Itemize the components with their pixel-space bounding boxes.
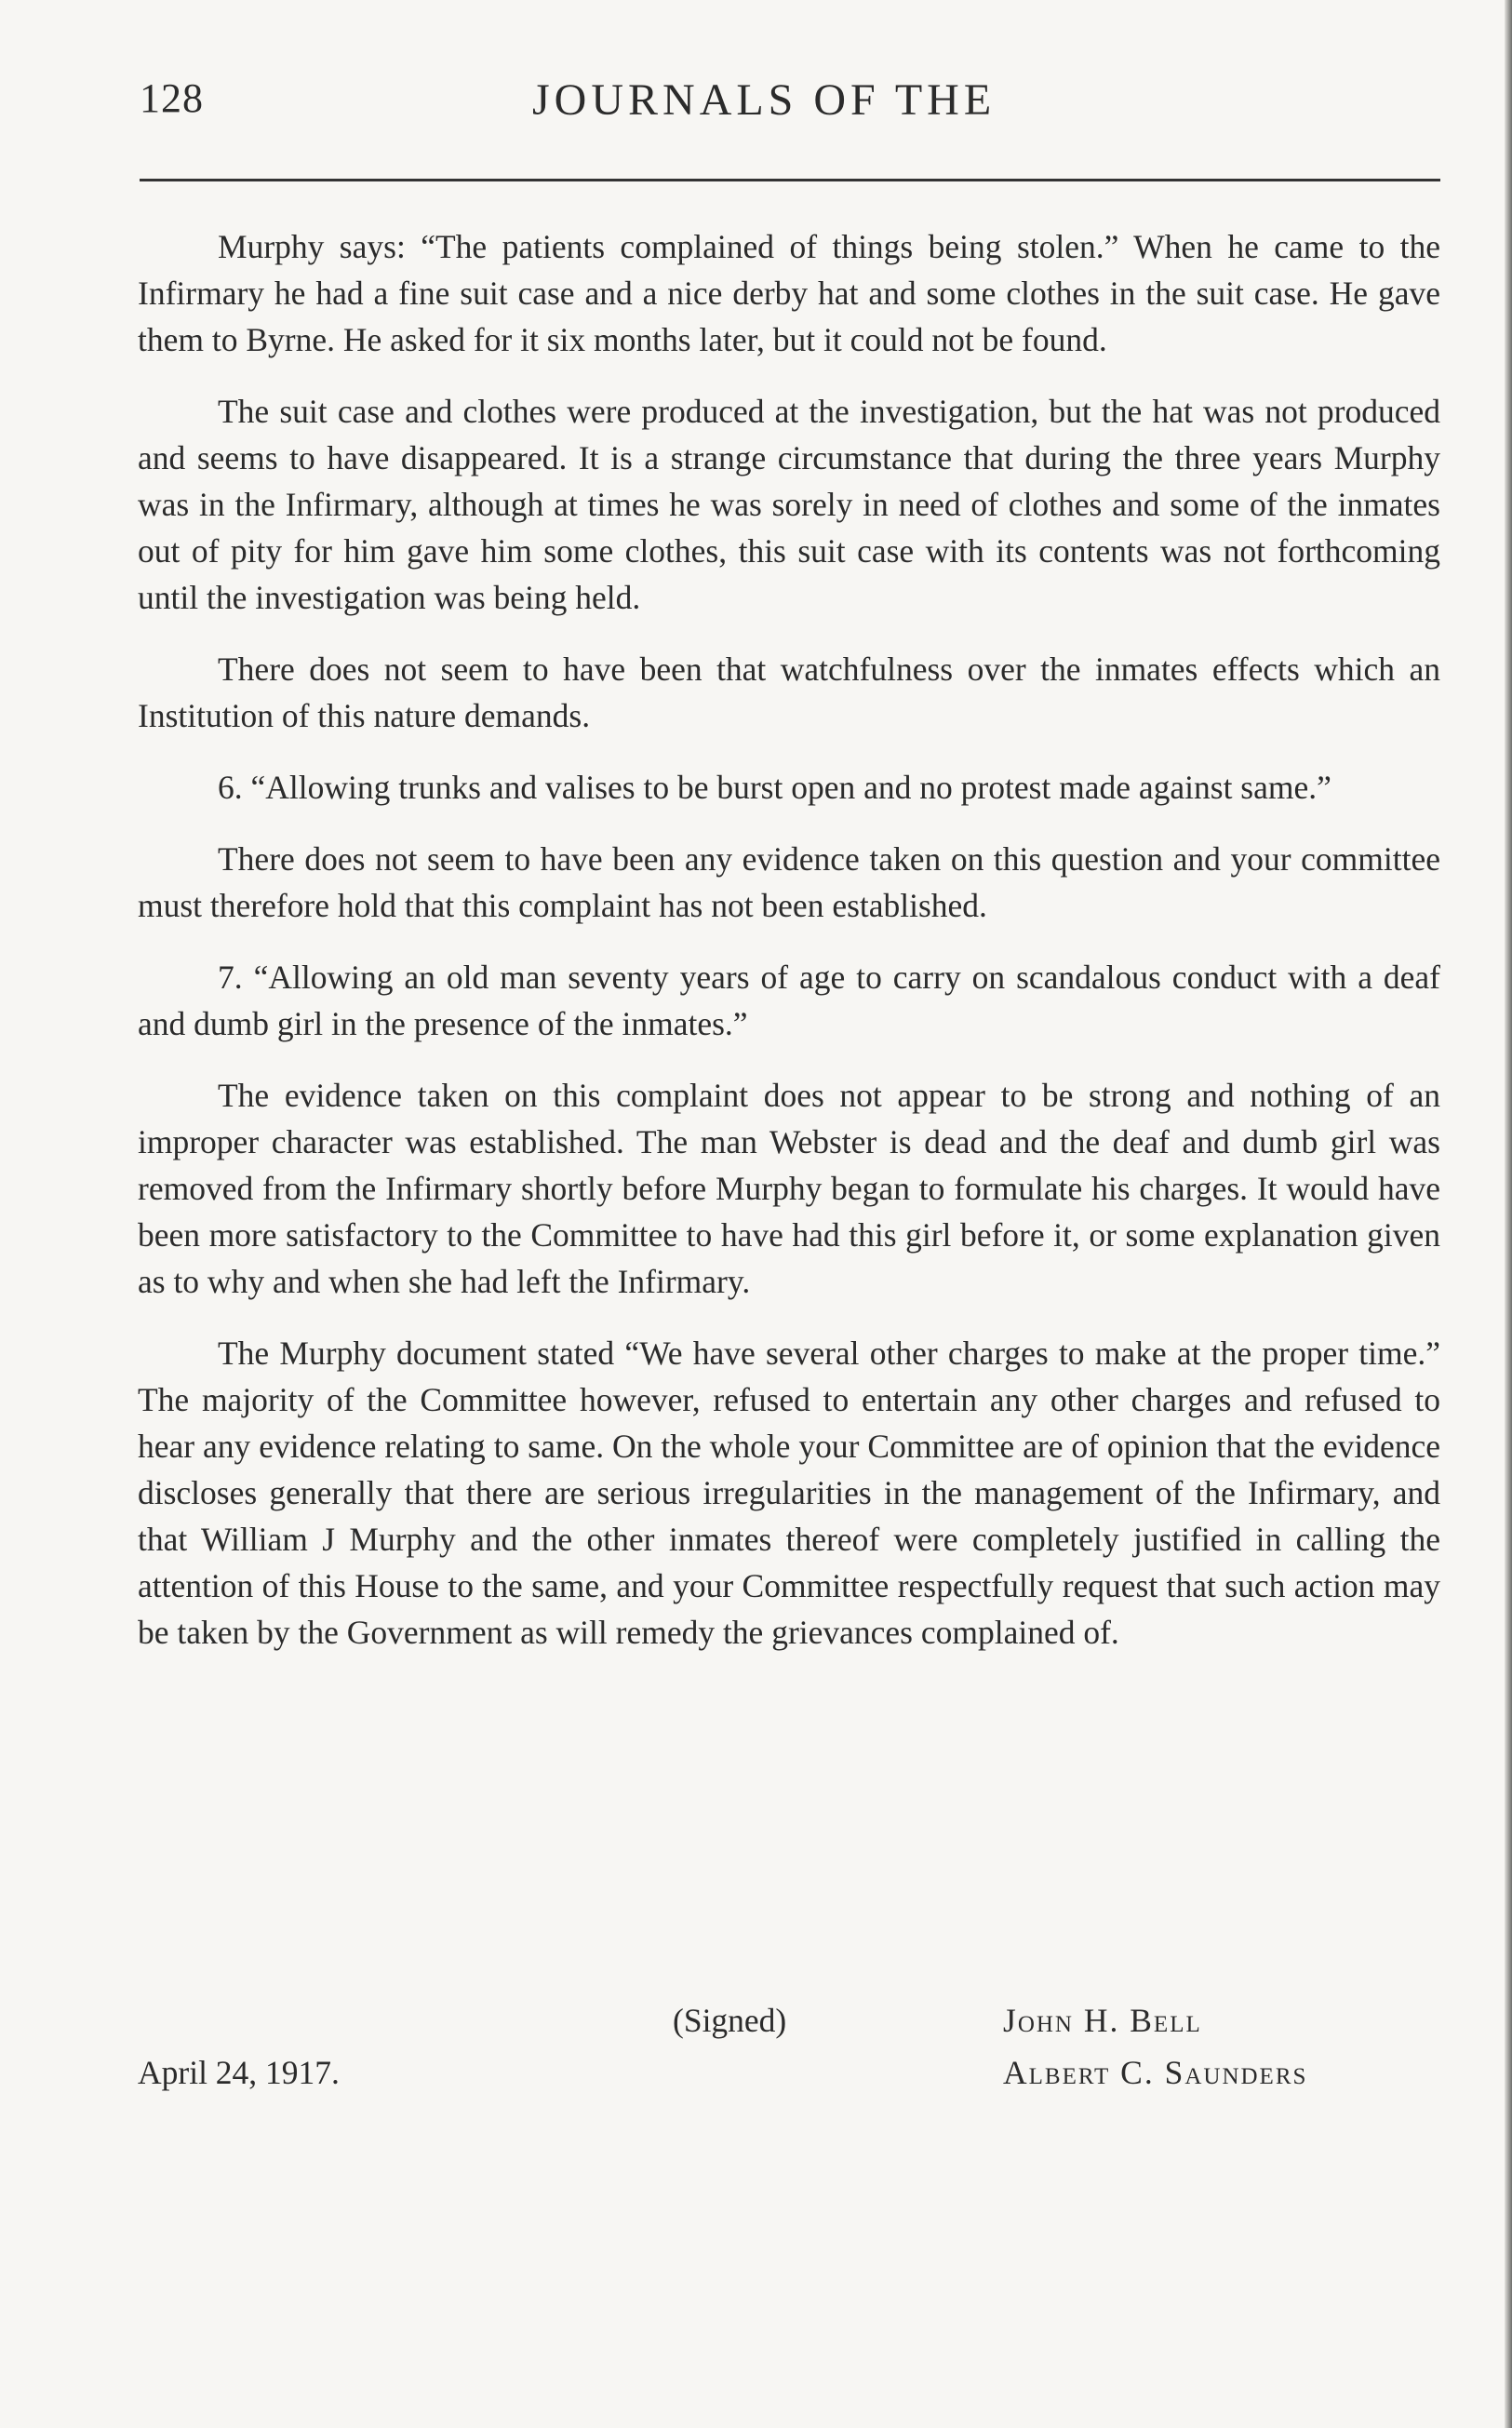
document-date: April 24, 1917. bbox=[138, 2054, 340, 2091]
running-title: JOURNALS OF THE bbox=[532, 75, 997, 125]
page-number: 128 bbox=[140, 75, 204, 121]
complaint-6: 6. “Allowing trunks and valises to be burst open and no protest made against same.” bbox=[218, 769, 1331, 806]
page-header bbox=[140, 74, 1442, 130]
paragraph: There does not seem to have been any evidence taken on this question and your committee must therefore hold that this complaint has not been established. bbox=[138, 840, 1440, 924]
body-text bbox=[138, 223, 1440, 1681]
signed-label: (Signed) bbox=[673, 2002, 787, 2039]
paragraph: The Murphy document stated “We have several other charges to make at the proper time.” The majority of the Committee however, refused to entertain any other charges and refused to hear any evidence relating to same. On the whole your Committee are of opinion that the evidence discloses generally that there are serious irregularities in the management of the Infirmary, and that William J Murphy and the other inmates thereof were completely justified in calling the attention of this House to the same, and your Committee respectfully request that such action may be taken by the Government as will remedy the grievances complained of. bbox=[138, 1335, 1440, 1651]
complaint-7: 7. “Allowing an old man seventy years of age to carry on scandalous conduct with a deaf and dumb girl in the presence of the inmates.” bbox=[138, 959, 1440, 1042]
paragraph: There does not seem to have been that watchfulness over the inmates effects which an Institution of this nature demands. bbox=[138, 651, 1440, 734]
paragraph: The suit case and clothes were produced at the investigation, but the hat was not produced and seems to have disappeared. It is a strange circumstance that during the three years Murphy was in the Infirmary, although at times he was sorely in need of clothes and some of the inmates out of pity for him gave him some clothes, this suit case with its contents was not forthcoming until the investigation was being held. bbox=[138, 393, 1440, 616]
signature-block bbox=[138, 1992, 1440, 2103]
page-edge bbox=[1505, 0, 1512, 2428]
paragraph: Murphy says: “The patients complained of things being stolen.” When he came to the Infirmary he had a fine suit case and a nice derby hat and some clothes in the suit case. He gave them to Byrne. He asked for it six months later, but it could not be found. bbox=[138, 228, 1440, 358]
signatory-name: Albert C. Saunders bbox=[1003, 2054, 1308, 2091]
paragraph: The evidence taken on this complaint does not appear to be strong and nothing of an improper character was established. The man Webster is dead and the deaf and dumb girl was removed from the Infirmary shortly before Murphy began to formulate his charges. It would have been more satisfactory to the Committee to have had this girl before it, or some explanation given as to why and when she had left the Infirmary. bbox=[138, 1077, 1440, 1300]
header-rule bbox=[140, 179, 1440, 181]
signatory-name: John H. Bell bbox=[1003, 2002, 1202, 2039]
